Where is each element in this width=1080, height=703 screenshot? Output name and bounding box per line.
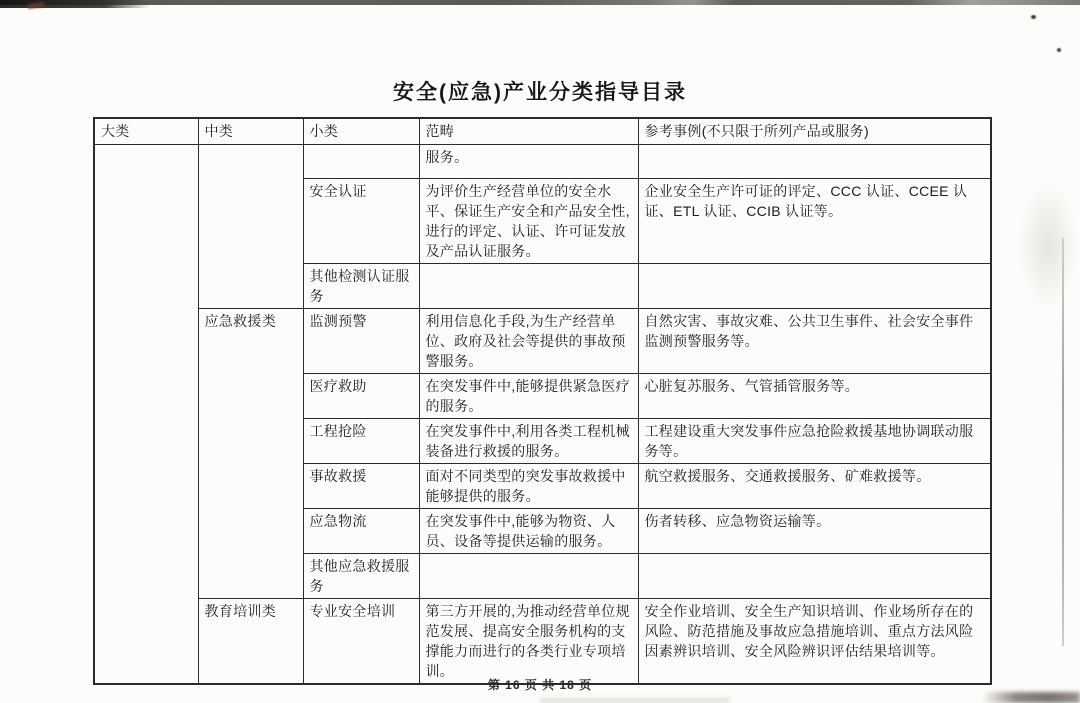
- cell-examples: [638, 145, 991, 179]
- cell-scope: 为评价生产经营单位的安全水平、保证生产安全和产品安全性,进行的评定、认证、许可证发放及产品认证服务。: [419, 179, 638, 264]
- cell-scope: [419, 554, 638, 599]
- cell-minor-category: 安全认证: [303, 179, 419, 264]
- scan-artifact-top-edge: [0, 0, 1080, 5]
- scan-artifact-top-left-edge: [0, 0, 150, 8]
- cell-minor-category: 专业安全培训: [303, 599, 419, 685]
- page-title: 安全(应急)产业分类指导目录: [393, 81, 687, 104]
- cell-minor-category: 应急物流: [303, 509, 419, 554]
- table-header-row: [94, 118, 991, 145]
- cell-scope: 在突发事件中,能够提供紧急医疗的服务。: [419, 374, 638, 419]
- header-scope: 范畴: [419, 118, 638, 145]
- cell-scope: 在突发事件中,利用各类工程机械装备进行救援的服务。: [419, 419, 638, 464]
- cell-examples: 航空救援服务、交通救援服务、矿难救援等。: [638, 464, 991, 509]
- scan-artifact-smudge: [540, 698, 730, 703]
- header-middle-category: 中类: [198, 118, 303, 145]
- cell-minor-category: [303, 145, 419, 179]
- table-row: [94, 309, 991, 374]
- cell-scope: 面对不同类型的突发事故救援中能够提供的服务。: [419, 464, 638, 509]
- header-examples: 参考事例(不只限于所列产品或服务): [638, 118, 991, 145]
- cell-scope: 利用信息化手段,为生产经营单位、政府及社会等提供的事故预警服务。: [419, 309, 638, 374]
- page-number: 第 16 页 共 18 页: [487, 678, 593, 692]
- cell-examples: [638, 264, 991, 309]
- cell-scope: 第三方开展的,为推动经营单位规范发展、提高安全服务机构的支撑能力而进行的各类行业专项培训。: [419, 599, 638, 685]
- cell-middle-category: 教育培训类: [198, 599, 303, 685]
- cell-examples: 自然灾害、事故灾难、公共卫生事件、社会安全事件监测预警服务等。: [638, 309, 991, 374]
- cell-scope: [419, 264, 638, 309]
- cell-middle-category: [198, 145, 303, 309]
- scan-artifact-smudge: [982, 692, 1080, 703]
- cell-scope: 在突发事件中,能够为物资、人员、设备等提供运输的服务。: [419, 509, 638, 554]
- header-minor-category: 小类: [303, 118, 419, 145]
- cell-minor-category: 其他检测认证服务: [303, 264, 419, 309]
- classification-table: [93, 117, 992, 685]
- scan-artifact-edge-line: [1062, 238, 1064, 646]
- scan-artifact-speck: [1031, 15, 1036, 19]
- cell-minor-category: 事故救援: [303, 464, 419, 509]
- scan-artifact-speck: [1057, 48, 1061, 52]
- cell-minor-category: 其他应急救援服务: [303, 554, 419, 599]
- header-major-category: 大类: [94, 118, 198, 145]
- cell-minor-category: 监测预警: [303, 309, 419, 374]
- cell-examples: 企业安全生产许可证的评定、CCC 认证、CCEE 认证、ETL 认证、CCIB 认证等。: [638, 179, 991, 264]
- scan-artifact-red-mark: [28, 2, 45, 9]
- cell-minor-category: 医疗救助: [303, 374, 419, 419]
- cell-middle-category: 应急救援类: [198, 309, 303, 599]
- scan-artifact-blotch: [1018, 180, 1078, 310]
- cell-minor-category: 工程抢险: [303, 419, 419, 464]
- cell-major-category: [94, 145, 198, 685]
- cell-examples: 工程建设重大突发事件应急抢险救援基地协调联动服务等。: [638, 419, 991, 464]
- cell-examples: 伤者转移、应急物资运输等。: [638, 509, 991, 554]
- cell-examples: 心脏复苏服务、气管插管服务等。: [638, 374, 991, 419]
- table-row: [94, 599, 991, 685]
- cell-examples: 安全作业培训、安全生产知识培训、作业场所存在的风险、防范措施及事故应急措施培训、重点方法风险因素辨识培训、安全风险辨识评估结果培训等。: [638, 599, 991, 685]
- cell-scope: 服务。: [419, 145, 638, 179]
- cell-examples: [638, 554, 991, 599]
- table-row: [94, 145, 991, 179]
